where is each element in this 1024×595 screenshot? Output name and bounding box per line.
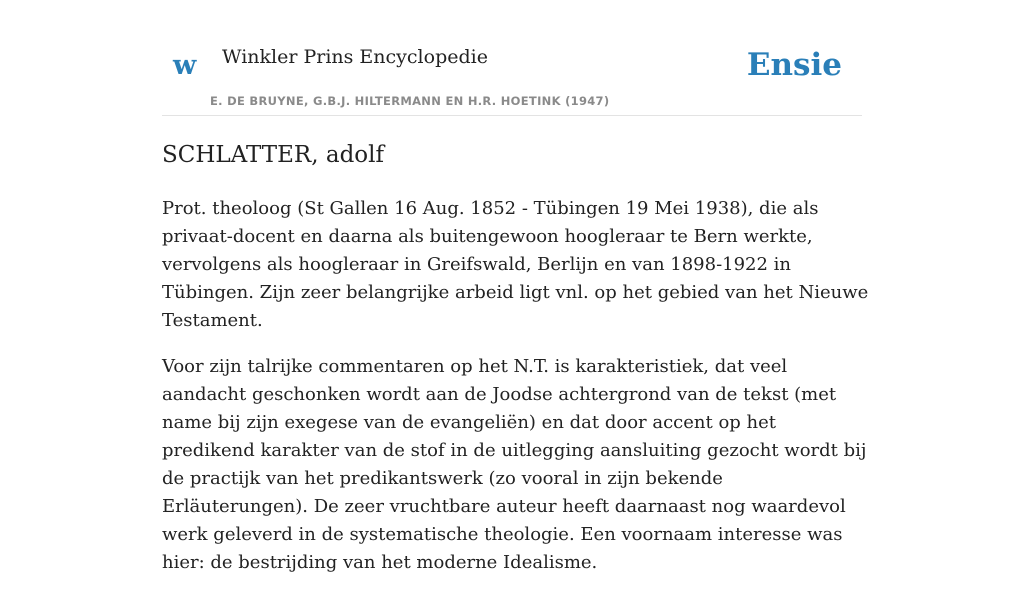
article-body xyxy=(162,139,872,595)
site-title[interactable]: Winkler Prins Encyclopedie xyxy=(222,46,488,68)
article-paragraph: Voor zijn talrijke commentaren op het N.T. is karakteristiek, dat veel aandacht geschonken wordt aan de Joodse achtergrond van de tekst (met name bij zijn exegese van de evangeliën) en dat door accent op het predikend karakter van de stof in de uitlegging aansluiting gezocht wordt bij de practijk van het predikantswerk (zo vooral in zijn bekende Erläuterungen). De zeer vruchtbare auteur heeft daarnaast nog waardevol werk geleverd in de systematische theologie. Een voornaam interesse was hier: de bestrijding van het moderne Idealisme. xyxy=(162,356,867,573)
ensie-logo[interactable]: Ensie xyxy=(746,47,842,83)
winkler-prins-logo[interactable]: w xyxy=(173,50,197,81)
authors-line: E. DE BRUYNE, G.B.J. HILTERMANN EN H.R. HOETINK (1947) xyxy=(210,94,610,108)
article-paragraph: Prot. theoloog (St Gallen 16 Aug. 1852 - Tübingen 19 Mei 1938), die als privaat-docent en daarna als buitengewoon hoogleraar te Bern werkte, vervolgens als hoogleraar in Greifswald, Berlijn en van 1898-1922 in Tübingen. Zijn zeer belangrijke arbeid ligt vnl. op het gebied van het Nieuwe Testament. xyxy=(162,198,869,331)
site-header xyxy=(162,40,862,116)
article-title: SCHLATTER, adolf xyxy=(162,142,385,168)
